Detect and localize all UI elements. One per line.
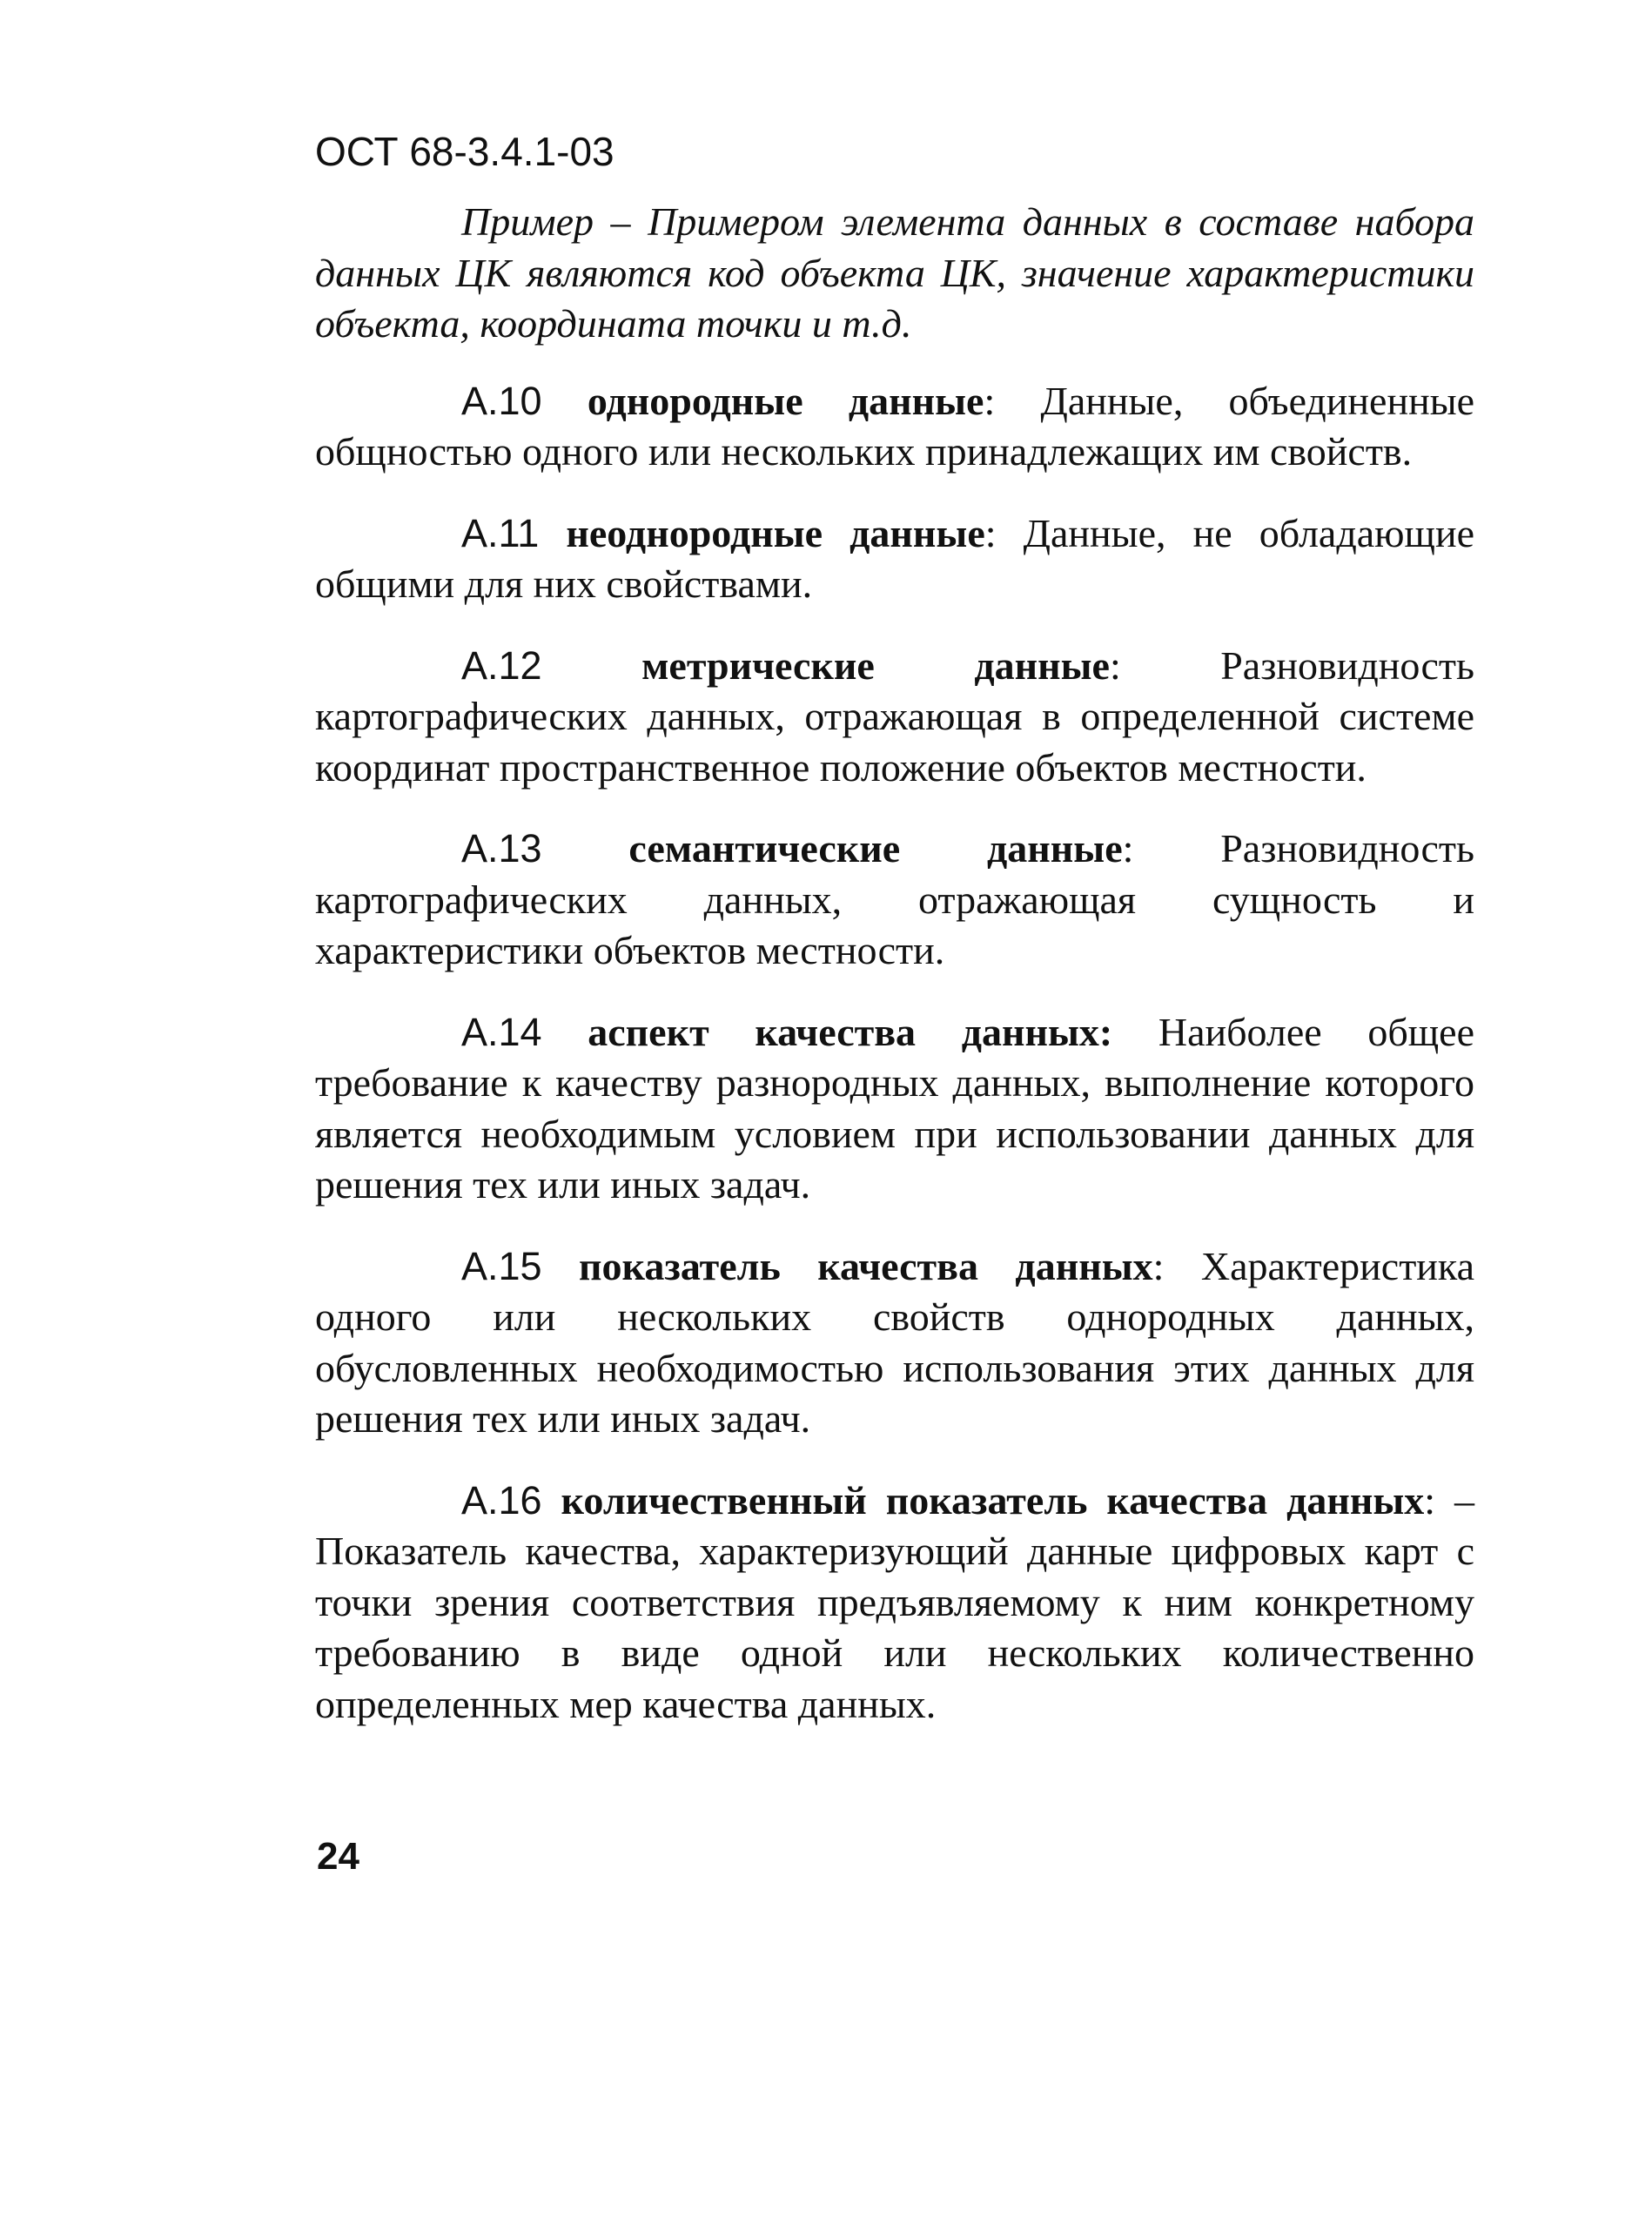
definition-number: А.14 <box>461 1009 542 1054</box>
definition-term: аспект качества данных: <box>588 1009 1113 1054</box>
definition-punct: : <box>1152 1243 1165 1288</box>
definition-punct: : <box>1122 826 1134 871</box>
definition-term: однородные данные <box>587 378 984 423</box>
definition-number: А.13 <box>461 826 542 871</box>
definition-text: Наиболее общее требование к качеству разнородных данных, выполнение которого является необходимым условием при использовании данных для решения тех или иных задач. <box>315 1009 1475 1207</box>
definition-number: А.16 <box>461 1477 542 1523</box>
definition-number: А.10 <box>461 378 542 423</box>
definition-term: неоднородные данные <box>566 510 985 555</box>
definition-text: Разновидность картографических данных, отражающая сущность и характеристики объектов местности. <box>315 826 1475 972</box>
definition-a15 <box>315 1241 1474 1445</box>
definition-text: Данные, объединенные общностью одного или нескольких принадлежащих им свойств. <box>315 378 1475 474</box>
definition-a14 <box>315 1007 1474 1211</box>
definition-punct: : <box>984 378 996 423</box>
definition-a11 <box>315 508 1474 610</box>
definition-text: – Показатель качества, характеризующий данные цифровых карт с точки зрения соответствия предъявляемому к ним конкретному требованию в виде одной или нескольких количественно определенных мер качества данных. <box>315 1477 1475 1726</box>
definition-term: количественный показатель качества данных <box>561 1477 1425 1523</box>
definition-number: А.12 <box>461 642 542 688</box>
definition-punct: : <box>984 510 997 555</box>
definition-number: А.15 <box>461 1243 542 1288</box>
definition-term: семантические данные <box>628 826 1123 871</box>
document-code: ОСТ 68-3.4.1-03 <box>315 129 614 174</box>
example-paragraph: Пример – Примером элемента данных в составе набора данных ЦК являются код объекта ЦК, значение характеристики объекта, координата точки и т.д. <box>315 199 1474 346</box>
definition-text: Характеристика одного или нескольких свойств однородных данных, обусловленных необходимостью использования этих данных для решения тех или иных задач. <box>315 1243 1474 1441</box>
definition-text: Данные, не обладающие общими для них свойствами. <box>315 510 1474 606</box>
definition-number: А.11 <box>461 510 540 555</box>
definition-a13 <box>315 823 1474 977</box>
page-number: 24 <box>317 1835 359 1878</box>
definition-a16 <box>315 1475 1474 1731</box>
definition-a12 <box>315 641 1474 794</box>
definition-a10 <box>315 376 1474 478</box>
definition-punct: : <box>1424 1477 1436 1523</box>
definition-term: показатель качества данных <box>579 1243 1153 1288</box>
definition-text: Разновидность картографических данных, отражающая в определенной системе координат пространственное положение объектов местности. <box>315 642 1474 790</box>
definition-punct: : <box>1109 642 1121 688</box>
page-body <box>315 197 1474 1760</box>
definition-term: метрические данные <box>641 642 1110 688</box>
